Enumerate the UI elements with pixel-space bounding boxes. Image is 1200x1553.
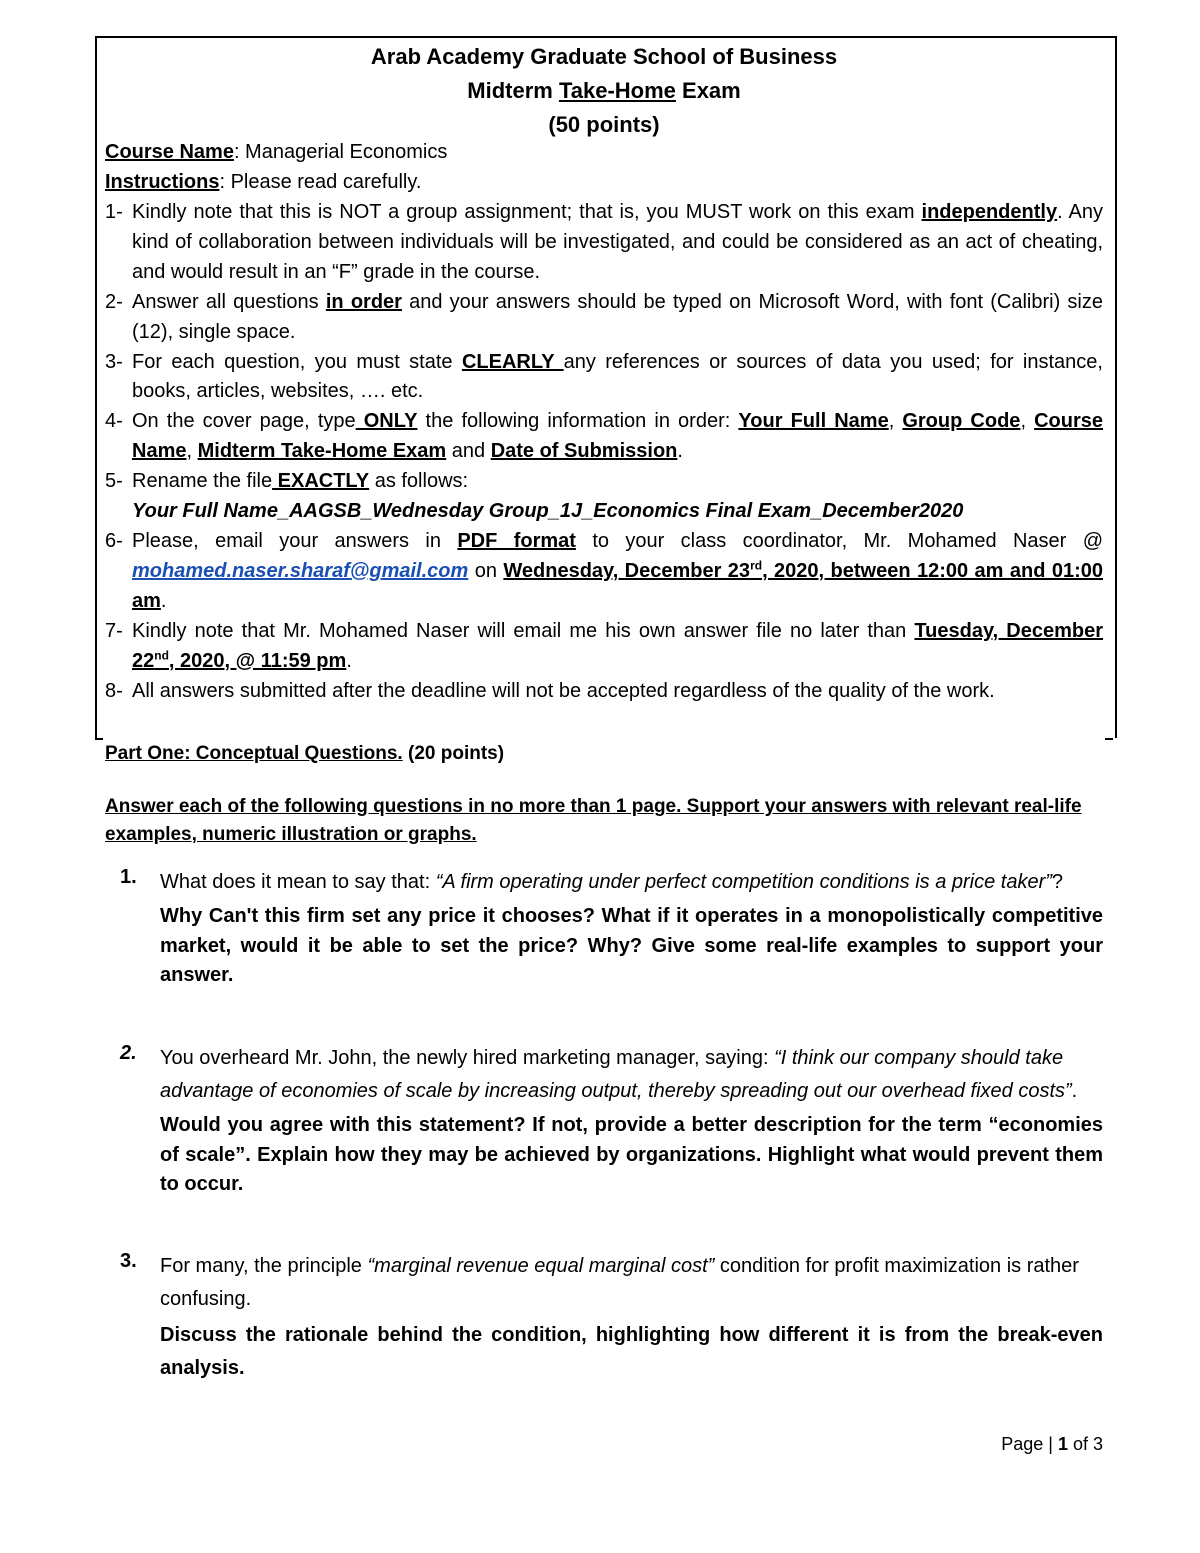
question-1: 1. What does it mean to say that: “A firm operating under perfect competition conditions is a price taker”? Why Can't this firm set any price it chooses? What if it operates in a monopolistically competitive market, would it be able to set the price? Why? Give some real-life examples to support your answer. [120,866,1103,986]
instruction-item: 6- Please, email your answers in PDF format to your class coordinator, Mr. Mohamed Naser @ mohamed.naser.sharaf@gmail.com on Wednesday, December 23rd, 2020, between 12:00 am and 01:00 am. [105,529,1103,612]
instruction-item: 4- On the cover page, type ONLY the following information in order: Your Full Name, Group Code, Course Name, Midterm Take-Home Exam and Date of Submission. [105,410,1103,463]
page-footer: Page | 1 of 3 [1001,1434,1103,1454]
file-name-format: Your Full Name_AAGSB_Wednesday Group_1J_Economics Final Exam_December2020 [132,500,964,523]
school-name: Arab Academy Graduate School of Business [370,44,838,69]
exam-title: Midterm Take-Home Exam [467,78,741,103]
coordinator-deadline: Tuesday, December 22nd, 2020, @ 11:59 pm [132,619,1103,672]
part-one-instruction: Answer each of the following questions in no more than 1 page. Support your answers with relevant real-life examples, numeric illustration or graphs. [105,796,1082,845]
instruction-item: 5- Rename the file EXACTLY as follows: Your Full Name_AAGSB_Wednesday Group_1J_Economics Final Exam_December2020 [105,470,964,523]
question-3: 3. For many, the principle “marginal revenue equal marginal cost” condition for profit maximization is rather confusing. Discuss the rationale behind the condition, highlighting how different it is from the break-even analysis. [120,1250,1103,1379]
instruction-item: 1- Kindly note that this is NOT a group assignment; that is, you MUST work on this exam independently. Any kind of collaboration between individuals will be investigated, and could be considered as an act of cheating, and would result in an “F” grade in the course. [105,201,1103,283]
box-corner-right [1105,728,1113,740]
question-2: 2. You overheard Mr. John, the newly hired marketing manager, saying: “I think our company should take advantage of economies of scale by increasing output, thereby spreading out our overhead fixed costs”. Would you agree with this statement? If not, provide a better description for the term “economies of scale”. Explain how they may be achieved by organizations. Highlight what would prevent them to occur. [120,1042,1103,1195]
submission-deadline: Wednesday, December 23rd, 2020, between 12:00 am and 01:00 am [132,558,1103,612]
coordinator-email-link[interactable]: mohamed.naser.sharaf@gmail.com [132,559,469,582]
instruction-item: 2- Answer all questions in order and your answers should be typed on Microsoft Word, with font (Calibri) size (12), single space. [105,290,1103,343]
instructions-list [105,198,1103,706]
box-corner-left [95,728,103,740]
course-name-line: Course Name: Managerial Economics [105,141,448,163]
part-one-title: Part One: Conceptual Questions. (20 points) [105,743,505,764]
instruction-item: 3- For each question, you must state CLEARLY any references or sources of data you used; for instance, books, articles, websites, …. etc. [105,350,1103,403]
instruction-item: 7- Kindly note that Mr. Mohamed Naser will email me his own answer file no later than Tuesday, December 22nd, 2020, @ 11:59 pm. [105,619,1103,672]
exam-points: (50 points) [548,112,660,137]
instruction-item: 8- All answers submitted after the deadline will not be accepted regardless of the quality of the work. [105,679,995,702]
instructions-line: Instructions: Please read carefully. [105,171,422,193]
exam-header [105,40,1103,142]
